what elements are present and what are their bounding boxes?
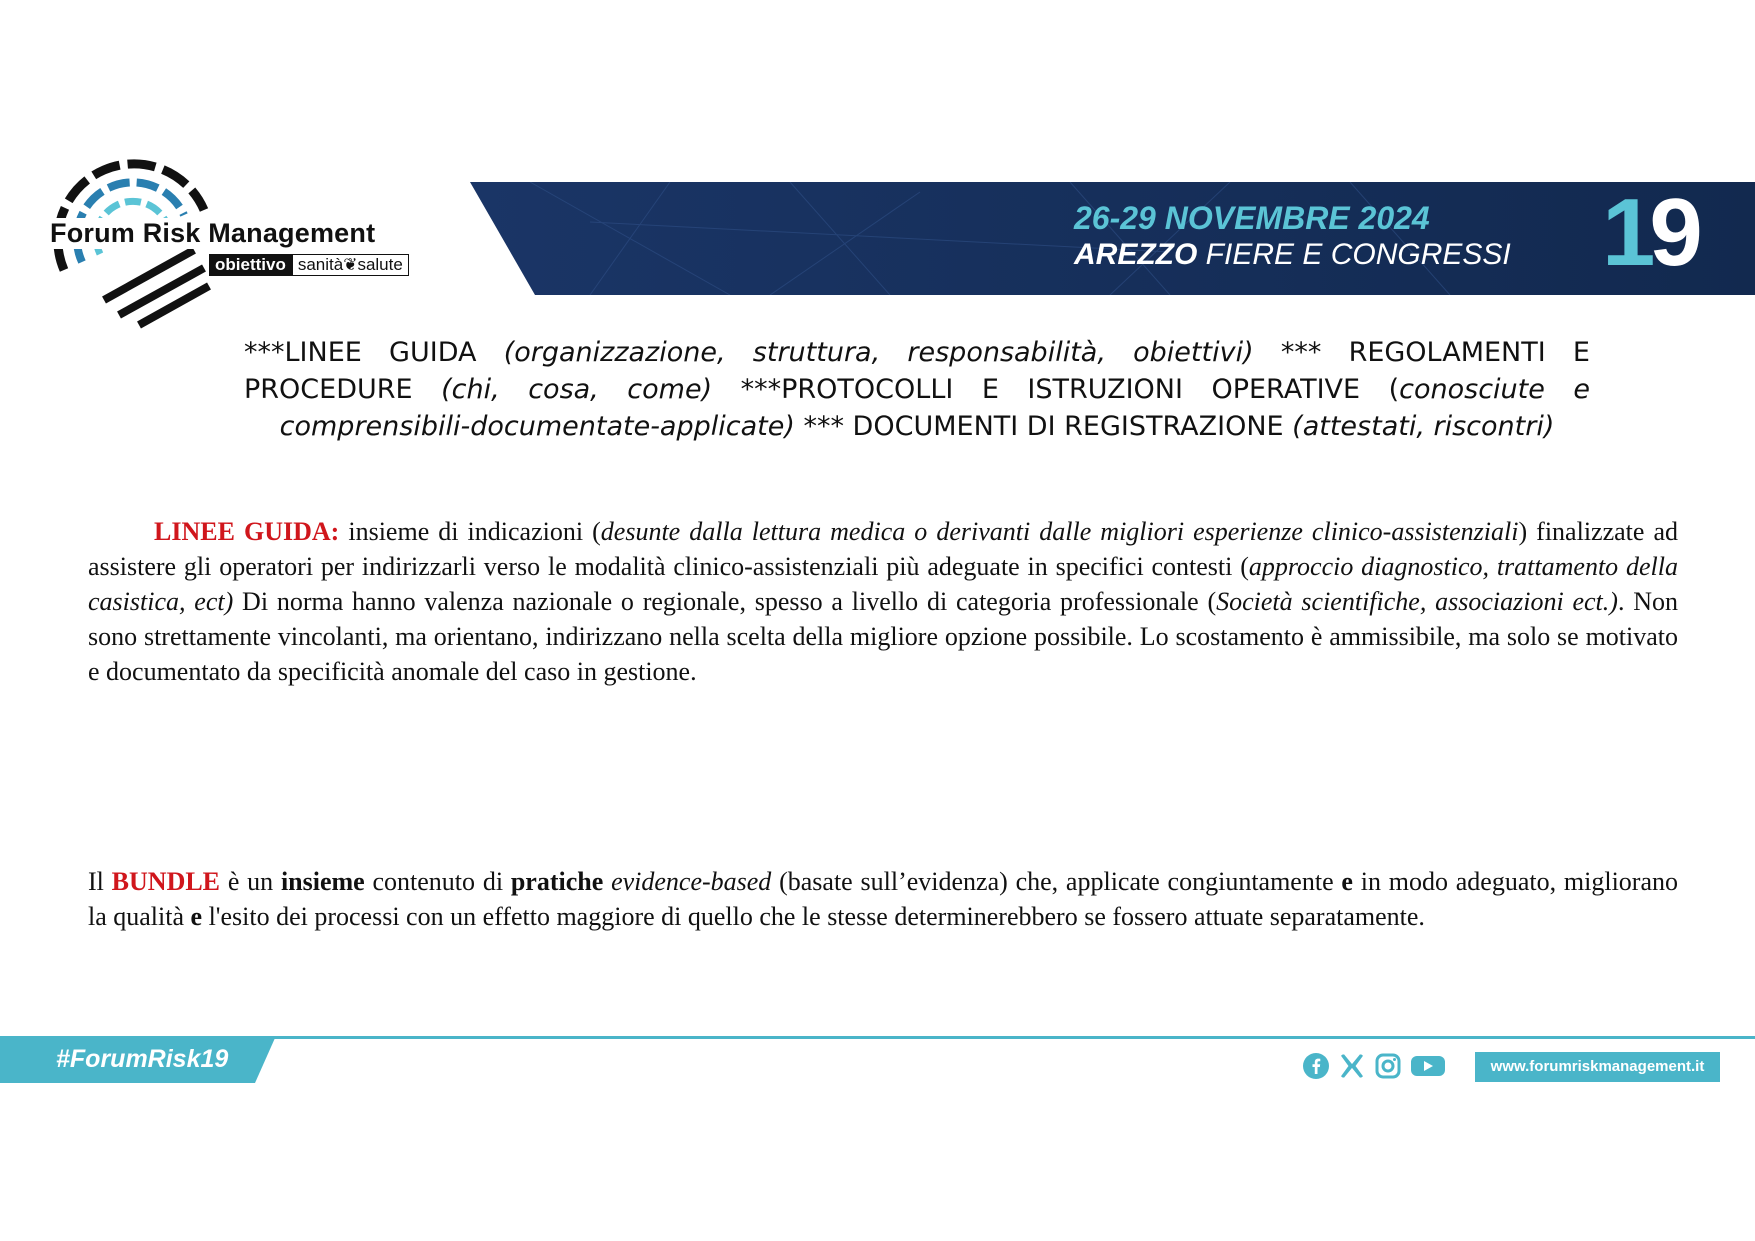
logo-sub-left: obiettivo	[209, 254, 292, 276]
headline-part: *** DOCUMENTI DI REGISTRAZIONE	[794, 411, 1293, 442]
paragraph-text: contenuto di	[364, 867, 511, 896]
logo-title: Forum Risk Management	[50, 218, 376, 248]
headline-italic: (attestati, riscontri)	[1292, 411, 1555, 442]
paragraph-text: in modo adeguato, migliorano la qualità	[88, 867, 1678, 931]
paragraph-italic: Società scientifiche, associazioni ect.)	[1216, 587, 1618, 616]
paragraph-bold: e	[190, 902, 203, 931]
headline-italic: (chi, cosa, come)	[441, 374, 713, 405]
social-icons	[1302, 1052, 1438, 1080]
logo-subtitle	[209, 254, 409, 276]
headline-part: ***PROTOCOLLI E ISTRUZIONI OPERATIVE (	[712, 374, 1400, 405]
paragraph-text: Di norma hanno valenza nazionale o regionale, spesso a livello di categoria professionale (	[233, 587, 1217, 616]
paragraph-text: l'esito dei processi con un effetto maggiore di quello che le stesse determinerebbero se fossero attuate separatamente.	[202, 902, 1425, 931]
paragraph-italic: evidence-based	[611, 867, 772, 896]
headline-italic: conosciute e comprensibili-documentate-applicate)	[279, 374, 1590, 442]
venue-place: FIERE E CONGRESSI	[1205, 238, 1511, 271]
linee-guida-label: LINEE GUIDA:	[154, 517, 340, 546]
bundle-paragraph	[88, 864, 1678, 934]
linee-guida-paragraph	[88, 514, 1678, 689]
youtube-icon[interactable]	[1410, 1052, 1438, 1080]
x-icon[interactable]	[1338, 1052, 1366, 1080]
facebook-icon[interactable]	[1302, 1052, 1330, 1080]
paragraph-italic: approccio diagnostico, trattamento della casistica, ect)	[88, 552, 1678, 616]
event-date: 26-29 NOVEMBRE 2024	[1074, 200, 1430, 236]
paragraph-text	[603, 867, 611, 896]
paragraph-text: insieme di indicazioni (	[339, 517, 601, 546]
headline-part: ***LINEE GUIDA	[244, 337, 504, 368]
instagram-icon[interactable]	[1374, 1052, 1402, 1080]
event-venue	[1074, 238, 1511, 272]
document-headline	[244, 334, 1590, 445]
paragraph-text: . Non sono strettamente vincolanti, ma orientano, indirizzano nella scelta della migliore opzione possibile. Lo scostamento è ammissibile, ma solo se motivato e documentato da specificità anomale del caso in gestione.	[88, 587, 1679, 686]
edition-digit-2: 9	[1649, 179, 1697, 286]
paragraph-bold: insieme	[280, 867, 365, 896]
bundle-label: BUNDLE	[111, 867, 221, 896]
logo	[44, 150, 454, 330]
logo-sub-right: sanità❦salute	[292, 254, 409, 276]
venue-city: AREZZO	[1074, 238, 1198, 271]
paragraph-text: Il	[88, 867, 112, 896]
paragraph-text: è un	[220, 867, 281, 896]
paragraph-text: ) finalizzate ad assistere gli operatori per indirizzarli verso le modalità clinico-assistenziali più adeguate in specifici contesti (	[88, 517, 1679, 581]
paragraph-italic: desunte dalla lettura medica o derivanti dalle migliori esperienze clinico-assistenziali	[600, 517, 1519, 546]
headline-part: *** REGOLAMENTI E PROCEDURE	[244, 337, 1590, 405]
hashtag-label: #ForumRisk19	[56, 1045, 229, 1073]
paragraph-text: (basate sull’evidenza) che, applicate congiuntamente	[771, 867, 1342, 896]
paragraph-bold: e	[1341, 867, 1353, 896]
paragraph-bold: pratiche	[510, 867, 604, 896]
edition-number	[1602, 179, 1697, 286]
edition-digit-1: 1	[1602, 179, 1650, 286]
headline-italic: (organizzazione, struttura, responsabilità, obiettivi)	[503, 337, 1254, 368]
website-link[interactable]: www.forumriskmanagement.it	[1475, 1052, 1720, 1082]
